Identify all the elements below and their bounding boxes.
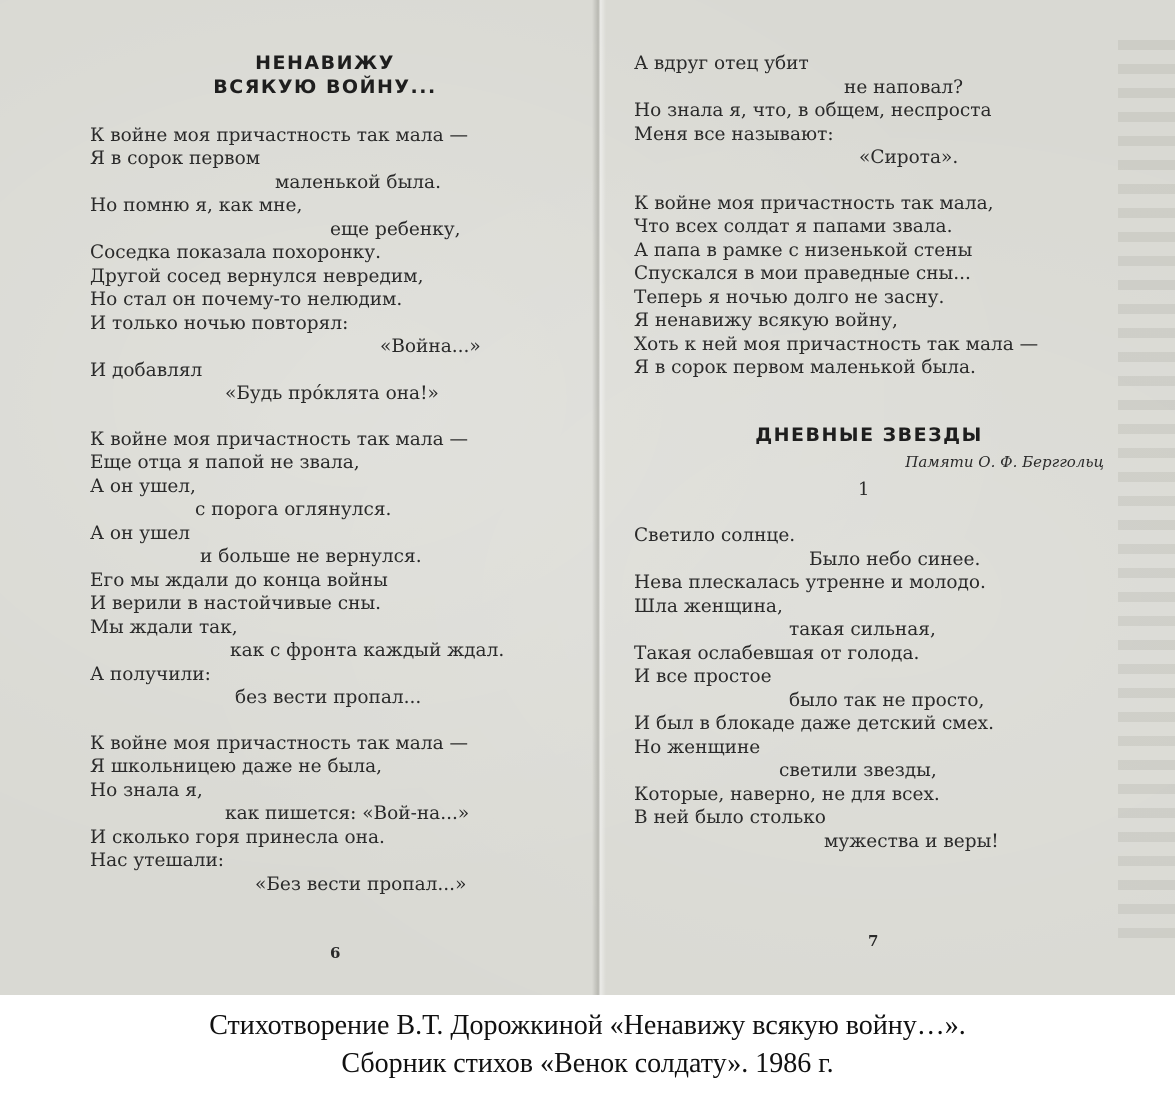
poem-title bbox=[90, 52, 560, 100]
stanza bbox=[634, 524, 1104, 853]
verse-line: Соседка показала похоронку. bbox=[90, 242, 381, 263]
verse-line: И только ночью повторял: bbox=[90, 312, 349, 334]
verse-line: «Без вести пропал...» bbox=[255, 873, 467, 895]
verse-line: А получили: bbox=[90, 663, 211, 685]
page-number-right: 7 bbox=[868, 932, 879, 950]
verse-line: «Война...» bbox=[380, 336, 481, 357]
right-poem-continuation bbox=[634, 52, 1104, 380]
verse-line: Что всех солдат я папами звала. bbox=[634, 216, 953, 237]
verse-line: А он ушел, bbox=[90, 475, 196, 497]
stanza bbox=[90, 428, 560, 710]
left-page bbox=[90, 52, 560, 918]
verse-line: маленькой была. bbox=[275, 171, 441, 193]
book-gutter bbox=[592, 0, 606, 995]
verse-line: Мы ждали так, bbox=[90, 616, 238, 638]
verse-line: Я ненавижу всякую войну, bbox=[634, 310, 898, 331]
verse-line: Я школьницею даже не была, bbox=[90, 756, 382, 777]
verse-line: И был в блокаде даже детский смех. bbox=[634, 713, 994, 735]
verse-line: Хоть к ней моя причастность так мала — bbox=[634, 333, 1039, 355]
part-number: 1 bbox=[858, 479, 870, 501]
verse-line: К войне моя причастность так мала — bbox=[90, 124, 468, 146]
verse-line: Но помню я, как мне, bbox=[90, 195, 303, 216]
verse-line: Спускался в мои праведные сны... bbox=[634, 263, 971, 284]
right-page bbox=[634, 52, 1104, 875]
verse-line: еще ребенку, bbox=[330, 218, 461, 240]
verse-line: И все простое bbox=[634, 666, 772, 688]
verse-line: Но знала я, bbox=[90, 779, 203, 801]
stanza bbox=[634, 52, 1104, 170]
verse-line: Шла женщина, bbox=[634, 595, 783, 617]
verse-line: Я в сорок первом bbox=[90, 148, 261, 169]
stanza bbox=[90, 732, 560, 897]
verse-line: Я в сорок первом маленькой была. bbox=[634, 357, 976, 378]
verse-line: Его мы ждали до конца войны bbox=[90, 569, 388, 591]
verse-line: было так не просто, bbox=[789, 689, 985, 711]
verse-line: И верили в настойчивые сны. bbox=[90, 593, 382, 614]
verse-line: К войне моя причастность так мала — bbox=[90, 732, 468, 754]
verse-line: И сколько горя принесла она. bbox=[90, 826, 385, 848]
verse-line: В ней было столько bbox=[634, 807, 826, 829]
stanza bbox=[90, 124, 560, 406]
verse-line: мужества и веры! bbox=[824, 830, 999, 852]
verse-line: А вдруг отец убит bbox=[634, 53, 809, 74]
left-poem-body bbox=[90, 124, 560, 897]
verse-line: Но женщине bbox=[634, 736, 761, 758]
verse-line: К войне моя причастность так мала, bbox=[634, 192, 994, 214]
verse-line: Но знала я, что, в общем, неспроста bbox=[634, 100, 992, 121]
second-poem-body bbox=[634, 524, 1104, 853]
verse-line: без вести пропал... bbox=[235, 687, 422, 708]
adjacent-page-edge bbox=[1118, 40, 1175, 940]
verse-line: А папа в рамке с низенькой стены bbox=[634, 239, 973, 261]
verse-line: К войне моя причастность так мала — bbox=[90, 428, 468, 450]
image-caption bbox=[0, 995, 1175, 1100]
verse-line: Меня все называют: bbox=[634, 123, 834, 145]
verse-line: Другой сосед вернулся невредим, bbox=[90, 265, 424, 287]
verse-line: и больше не вернулся. bbox=[200, 546, 422, 567]
verse-line: как пишется: «Вой-на...» bbox=[225, 803, 470, 824]
verse-line: Теперь я ночью долго не засну. bbox=[634, 286, 945, 308]
verse-line: Еще отца я папой не звала, bbox=[90, 452, 360, 473]
dedication: Памяти О. Ф. Берггольц bbox=[905, 453, 1104, 472]
verse-line: Было небо синее. bbox=[809, 548, 981, 570]
verse-line: А он ушел bbox=[90, 522, 191, 544]
verse-line: Нева плескалась утренне и молодо. bbox=[634, 572, 986, 594]
verse-line: Но стал он почему-то нелюдим. bbox=[90, 289, 403, 310]
verse-line: как с фронта каждый ждал. bbox=[230, 640, 505, 661]
verse-line: Нас утешали: bbox=[90, 850, 225, 871]
second-poem-title: ДНЕВНЫЕ ЗВЕЗДЫ bbox=[755, 423, 983, 446]
verse-line: светили звезды, bbox=[779, 760, 937, 782]
poem-title-line-2: ВСЯКУЮ ВОЙНУ... bbox=[213, 75, 437, 98]
verse-line: с порога оглянулся. bbox=[195, 499, 392, 520]
caption-line-2: Сборник стихов «Венок солдату». 1986 г. bbox=[341, 1048, 834, 1079]
page-number-left: 6 bbox=[330, 944, 341, 962]
verse-line: Светило солнце. bbox=[634, 525, 796, 547]
poem-title-line-1: НЕНАВИЖУ bbox=[255, 52, 395, 74]
verse-line: Такая ослабевшая от голода. bbox=[634, 642, 920, 664]
verse-line: такая сильная, bbox=[789, 619, 936, 641]
verse-line: «Будь прóклята она!» bbox=[225, 383, 439, 404]
verse-line: «Сирота». bbox=[859, 147, 959, 168]
verse-line: Которые, наверно, не для всех. bbox=[634, 783, 940, 805]
caption-line-1: Стихотворение В.Т. Дорожкиной «Ненавижу всякую войну…». bbox=[209, 1010, 966, 1041]
verse-line: И добавлял bbox=[90, 359, 203, 381]
verse-line: не наповал? bbox=[844, 76, 964, 98]
stanza bbox=[634, 192, 1104, 380]
